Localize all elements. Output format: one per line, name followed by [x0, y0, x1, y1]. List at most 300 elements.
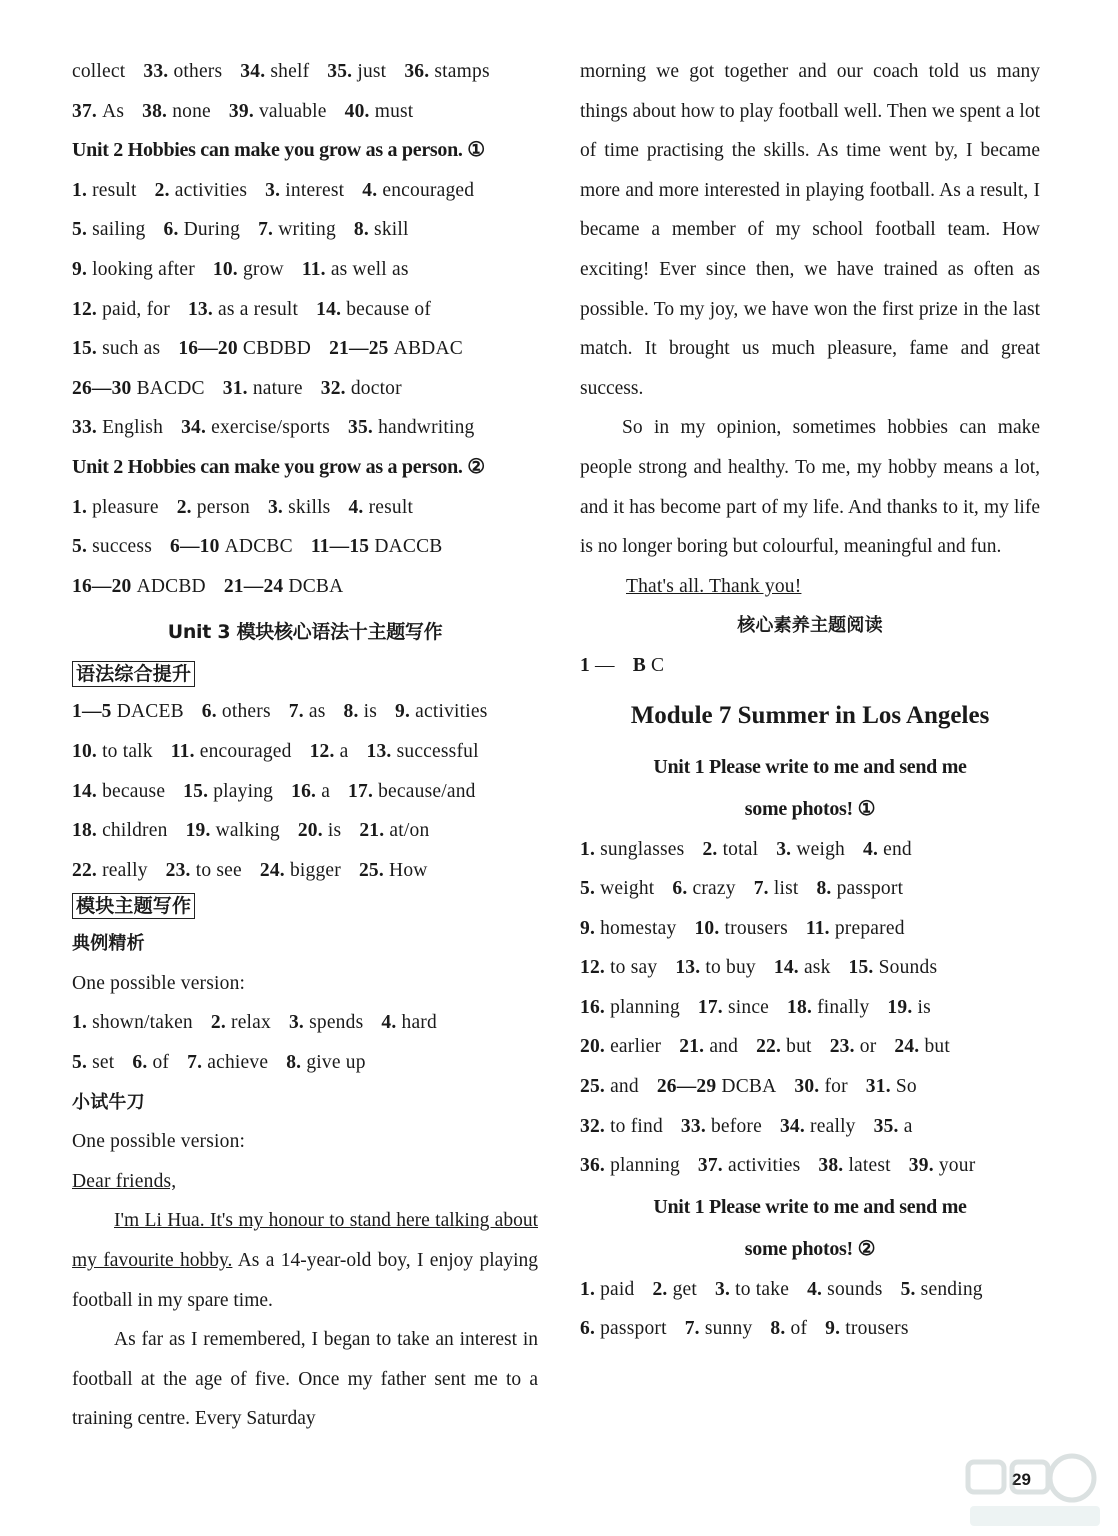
answer-text: ABDAC	[393, 338, 463, 360]
boxed-label: 模块主题写作	[72, 893, 195, 919]
answer-number: 11.	[170, 740, 200, 762]
answer-number: 6.	[163, 219, 184, 241]
answer-item	[72, 417, 163, 438]
unit-heading: Unit 1 Please write to me and send me	[653, 1195, 967, 1218]
answer-item	[72, 701, 184, 722]
answer-item	[72, 576, 206, 597]
answer-number: 12.	[580, 957, 611, 979]
answer-number: 30.	[794, 1076, 825, 1098]
answer-line	[72, 488, 538, 528]
answer-number: 16—20	[72, 575, 137, 597]
answer-text: of	[790, 1318, 808, 1340]
answer-text: to say	[610, 957, 658, 979]
answer-text: trousers	[845, 1318, 909, 1340]
essay-paragraph: As far as I remembered, I began to take an interest in football at the age of five. Once my father sent me to a training centre. Every Saturday	[72, 1329, 538, 1430]
unit-heading: some photos! ①	[744, 797, 876, 820]
answer-text: BACDC	[136, 377, 205, 399]
answer-number: 36.	[404, 61, 435, 82]
answer-item	[825, 1318, 908, 1339]
answer-text: as a result	[218, 298, 299, 320]
answer-text: to take	[735, 1278, 790, 1300]
answer-text: bigger	[289, 859, 341, 881]
answer-text: CBDBD	[242, 338, 312, 360]
answer-item	[223, 378, 303, 399]
answer-number: 33.	[143, 61, 174, 82]
answer-item	[202, 701, 271, 722]
answer-text: a	[339, 740, 349, 762]
answer-text: valuable	[258, 100, 327, 122]
answer-item	[286, 1052, 365, 1073]
answer-number: 23.	[165, 859, 196, 881]
answer-text: is	[363, 701, 378, 723]
answer-item	[72, 1052, 114, 1073]
answer-text: prepared	[834, 917, 905, 939]
answer-item	[580, 1036, 661, 1057]
answer-line	[72, 527, 538, 567]
answer-item	[229, 101, 327, 122]
answer-item	[348, 417, 475, 438]
answer-line	[580, 1107, 1040, 1147]
answer-item	[367, 741, 479, 762]
answer-item	[580, 839, 684, 860]
answer-number: 2.	[702, 838, 723, 860]
section-label	[72, 658, 538, 692]
answer-item	[224, 576, 344, 597]
answer-item	[72, 219, 146, 240]
underlined-opening: I'm Li Hua. It's my honour to stand here talking about my favourite hobby.	[72, 1210, 538, 1272]
answer-text: English	[102, 417, 164, 439]
answer-number: 3.	[715, 1278, 736, 1300]
answer-text: person	[196, 496, 250, 518]
answer-item	[155, 180, 248, 201]
answer-item	[770, 1318, 807, 1339]
answer-number: 1.	[72, 179, 93, 201]
answer-item	[181, 417, 330, 438]
answer-item	[756, 1036, 812, 1057]
closing-text: That's all. Thank you!	[626, 575, 802, 597]
version-label: One possible version:	[72, 972, 246, 994]
answer-number: 6.	[132, 1052, 153, 1074]
answer-text: because	[102, 780, 166, 802]
answer-number: 2.	[210, 1012, 231, 1034]
answer-line	[72, 171, 538, 211]
section-heading: 核心素养主题阅读	[737, 615, 883, 637]
answer-number: 12.	[309, 740, 340, 762]
answer-item	[580, 918, 676, 939]
answer-item	[866, 1076, 917, 1097]
unit-heading: Unit 2 Hobbies can make you grow as a person. ②	[72, 455, 485, 478]
answer-number: 21.	[679, 1036, 710, 1058]
answer-item	[849, 957, 938, 978]
answer-line	[580, 1067, 1040, 1107]
answer-number: 3.	[288, 1012, 310, 1034]
answer-text: skill	[374, 219, 409, 241]
answer-block	[72, 1003, 538, 1082]
answer-item	[72, 61, 125, 82]
answer-number: 20.	[297, 820, 328, 842]
answer-text: exercise/sports	[211, 417, 331, 439]
unit-heading: Unit 3 模块核心语法十主题写作	[167, 621, 443, 644]
answer-text: give up	[306, 1052, 366, 1074]
answer-item	[302, 259, 409, 280]
answer-item	[580, 997, 680, 1018]
answer-line	[72, 408, 538, 448]
answer-item	[316, 299, 431, 320]
answer-number: 5.	[72, 219, 93, 241]
answer-item	[776, 839, 845, 860]
answer-item	[188, 299, 298, 320]
answer-text: ADCBD	[136, 575, 206, 597]
answer-item	[289, 701, 326, 722]
answer-number: 39.	[228, 100, 259, 122]
answer-item	[321, 378, 402, 399]
version-label: One possible version:	[72, 1131, 246, 1153]
answer-item	[170, 536, 293, 557]
answer-text: walking	[215, 820, 280, 842]
answer-number: 1	[580, 654, 596, 676]
answer-number: 6.	[672, 878, 693, 900]
answer-text: sending	[920, 1278, 983, 1300]
answer-number: 1.	[580, 838, 601, 860]
answer-text: set	[92, 1052, 115, 1074]
answer-number: 14.	[316, 298, 347, 320]
answer-item	[698, 997, 769, 1018]
answer-item	[685, 1318, 753, 1339]
answer-text: children	[102, 820, 168, 842]
answer-text: paid	[600, 1278, 635, 1300]
answer-number: 33.	[72, 417, 103, 439]
answer-number: 9.	[395, 701, 416, 723]
answer-number: 6—10	[170, 536, 225, 558]
answer-number: 11.	[805, 917, 835, 939]
answer-number: 15.	[848, 957, 879, 979]
answer-item	[359, 860, 428, 881]
answer-item	[681, 1116, 762, 1137]
answer-item	[652, 1279, 697, 1300]
answer-text: as	[308, 701, 326, 723]
answer-number: 8.	[343, 701, 364, 723]
answer-number: 8.	[353, 219, 375, 241]
answer-text: sunglasses	[600, 838, 685, 860]
answer-text: is	[917, 996, 931, 1018]
answer-text: none	[172, 100, 211, 122]
answer-text: really	[810, 1115, 856, 1137]
watermark-logo	[960, 1448, 1110, 1532]
answer-item	[213, 259, 284, 280]
answer-number: 4.	[362, 179, 383, 201]
answer-block	[72, 692, 538, 890]
answer-text: or	[859, 1036, 877, 1058]
answer-text: ask	[803, 957, 831, 979]
answer-line	[72, 811, 538, 851]
answer-text: How	[389, 859, 428, 881]
answer-text: shown/taken	[92, 1012, 193, 1034]
answer-line	[72, 692, 538, 732]
answer-block	[72, 171, 538, 448]
answer-text: but	[786, 1036, 812, 1058]
answer-number: 8.	[816, 878, 837, 900]
answer-number: 13.	[366, 740, 397, 762]
answer-number: 15.	[183, 780, 214, 802]
answer-number: 17.	[697, 996, 728, 1018]
answer-text: encouraged	[199, 740, 292, 762]
answer-text: encouraged	[382, 179, 475, 201]
answer-number: 34.	[181, 417, 212, 439]
answer-item	[143, 61, 222, 82]
answer-number: 4.	[863, 838, 884, 860]
page-number: 29	[1012, 1470, 1031, 1489]
answer-item	[187, 1052, 268, 1073]
answer-item	[72, 180, 137, 201]
answer-text: really	[102, 859, 148, 881]
answer-item	[672, 878, 735, 899]
answer-line	[580, 869, 1040, 909]
answer-item	[702, 839, 758, 860]
answer-number: 4.	[348, 496, 369, 518]
answer-block	[580, 646, 1040, 686]
answer-number: 14.	[773, 957, 804, 979]
answer-number: 37.	[697, 1155, 728, 1177]
answer-number: 4.	[807, 1278, 828, 1300]
answer-number: 25.	[358, 859, 390, 881]
answer-number: 5.	[72, 536, 93, 558]
answer-item	[72, 338, 160, 359]
answer-text: planning	[610, 1155, 680, 1177]
answer-item	[806, 918, 905, 939]
answer-text: ADCBC	[224, 536, 293, 558]
answer-text: DACEB	[116, 701, 184, 723]
answer-number: 31.	[222, 377, 253, 399]
answer-number: 22.	[756, 1036, 787, 1058]
answer-number: 3.	[265, 179, 286, 201]
answer-text: weigh	[796, 838, 845, 860]
answer-item	[164, 219, 241, 240]
answer-line	[580, 988, 1040, 1028]
answer-text: writing	[278, 219, 336, 241]
answer-number: 38.	[818, 1155, 849, 1177]
answer-text: nature	[252, 377, 303, 399]
unit-heading: Unit 1 Please write to me and send me	[653, 755, 967, 778]
answer-number: 1.	[580, 1278, 601, 1300]
answer-item	[72, 299, 170, 320]
answer-number: 8.	[770, 1318, 791, 1340]
answer-item	[348, 781, 476, 802]
answer-number: 26—29	[656, 1076, 722, 1098]
answer-text: skills	[288, 496, 331, 518]
answer-text: to buy	[705, 957, 756, 979]
answer-number: 31.	[865, 1076, 896, 1098]
answer-text: So	[895, 1076, 917, 1098]
answer-text: crazy	[692, 878, 736, 900]
answer-line	[72, 851, 538, 891]
paragraph-text: As a 14-year-old boy, I enjoy playing football in my spare time.	[72, 1250, 538, 1311]
answer-text: pleasure	[92, 496, 159, 518]
answer-item	[774, 957, 831, 978]
answer-item	[807, 1279, 883, 1300]
answer-number: 7.	[187, 1052, 208, 1074]
answer-item	[178, 338, 311, 359]
answer-line	[580, 830, 1040, 870]
answer-text: because/and	[378, 780, 476, 802]
answer-number: 32.	[580, 1115, 611, 1137]
answer-number: 7.	[288, 701, 309, 723]
answer-number: 18.	[787, 996, 818, 1018]
answer-text: planning	[610, 996, 680, 1018]
answer-text: paid, for	[102, 298, 170, 320]
answer-text: grow	[242, 258, 284, 280]
answer-item	[901, 1279, 983, 1300]
answer-item	[580, 1076, 639, 1097]
answer-line	[580, 646, 1040, 686]
answer-number: 8.	[286, 1052, 307, 1074]
answer-item	[72, 378, 205, 399]
answer-item	[863, 839, 912, 860]
answer-text: —	[595, 654, 615, 676]
answer-text: total	[722, 838, 759, 860]
answer-number: 21.	[359, 820, 390, 842]
right-column	[580, 52, 1040, 1349]
answer-text: activities	[727, 1155, 801, 1177]
answer-number: 3.	[776, 838, 797, 860]
answer-number: 35.	[873, 1115, 904, 1137]
section-label	[72, 890, 538, 924]
subheading: 典例精析	[72, 933, 145, 955]
answer-text: passport	[836, 878, 904, 900]
answer-item	[72, 101, 124, 122]
answer-text: your	[938, 1155, 976, 1177]
unit-heading: Unit 2 Hobbies can make you grow as a person. ①	[72, 139, 485, 162]
answer-line	[580, 1027, 1040, 1067]
answer-number: 12.	[72, 298, 103, 320]
answer-item	[345, 101, 414, 122]
answer-item	[715, 1279, 789, 1300]
answer-item	[580, 655, 615, 676]
answer-text: activities	[174, 179, 248, 201]
answer-number: 6.	[201, 701, 222, 723]
answer-item	[404, 61, 489, 82]
answer-block	[72, 488, 538, 607]
answer-text: just	[357, 61, 387, 82]
answer-text: doctor	[350, 377, 402, 399]
answer-item	[186, 820, 280, 841]
answer-item	[72, 497, 159, 518]
answer-text: a	[903, 1115, 913, 1137]
answer-text: homestay	[600, 917, 677, 939]
answer-text: before	[710, 1115, 762, 1137]
answer-number: 39.	[908, 1155, 939, 1177]
answer-item	[887, 997, 930, 1018]
answer-number: 24.	[894, 1036, 925, 1058]
answer-text: get	[672, 1278, 698, 1300]
answer-text: During	[183, 219, 241, 241]
answer-number: 23.	[829, 1036, 860, 1058]
answer-item	[310, 741, 349, 762]
answer-item	[816, 878, 903, 899]
answer-line	[72, 732, 538, 772]
answer-text: to see	[195, 859, 242, 881]
answer-item	[72, 1012, 193, 1033]
answer-item	[72, 536, 152, 557]
answer-text: DCBA	[288, 575, 344, 597]
essay-paragraph	[72, 1201, 538, 1320]
answer-number: 7.	[684, 1318, 705, 1340]
answer-text: and	[709, 1036, 739, 1058]
answer-text: earlier	[610, 1036, 662, 1058]
answer-item	[166, 860, 242, 881]
answer-block	[580, 830, 1040, 1186]
answer-text: activities	[415, 701, 488, 723]
answer-item	[787, 997, 869, 1018]
answer-number: 35.	[327, 61, 358, 82]
answer-text: for	[824, 1076, 848, 1098]
answer-text: to find	[610, 1115, 663, 1137]
answer-item	[580, 1318, 667, 1339]
answer-text: C	[651, 654, 665, 676]
answer-text: hard	[401, 1012, 437, 1034]
answer-text: interest	[285, 179, 345, 201]
answer-item	[580, 1155, 680, 1176]
answer-item	[874, 1116, 913, 1137]
answer-item	[818, 1155, 890, 1176]
answer-line	[72, 1003, 538, 1043]
answer-text: such as	[102, 338, 161, 360]
answer-item	[344, 701, 378, 722]
answer-text: achieve	[207, 1052, 269, 1074]
answer-text: shelf	[270, 61, 310, 82]
answer-number: 20.	[580, 1036, 611, 1058]
answer-text: a	[321, 780, 331, 802]
answer-text: list	[773, 878, 799, 900]
answer-item	[894, 1036, 950, 1057]
answer-item	[580, 1116, 663, 1137]
unit-heading: some photos! ②	[744, 1237, 876, 1260]
answer-line	[580, 1270, 1040, 1310]
answer-number: 37.	[72, 100, 103, 122]
answer-number: 10.	[72, 740, 103, 762]
answer-number: 5.	[72, 1052, 93, 1074]
answer-text: to talk	[102, 740, 153, 762]
answer-number: 34.	[240, 61, 271, 82]
answer-item	[291, 781, 330, 802]
answer-text: success	[92, 536, 152, 558]
answer-text: latest	[848, 1155, 891, 1177]
answer-item	[679, 1036, 738, 1057]
answer-line	[72, 1043, 538, 1083]
answer-item	[754, 878, 799, 899]
answer-text: relax	[231, 1012, 271, 1034]
answer-item	[72, 820, 168, 841]
answer-text: successful	[396, 740, 479, 762]
answer-number: 6.	[580, 1318, 601, 1340]
answer-text: finally	[817, 996, 870, 1018]
answer-text: spends	[309, 1012, 364, 1034]
answer-item	[830, 1036, 877, 1057]
answer-text: trousers	[724, 917, 788, 939]
answer-text: looking after	[92, 258, 195, 280]
answer-number: 32.	[320, 377, 351, 399]
answer-line	[72, 329, 538, 369]
answer-number: 5.	[900, 1278, 921, 1300]
answer-number: 16.	[291, 780, 322, 802]
answer-text: result	[368, 496, 414, 518]
answer-line	[72, 250, 538, 290]
answer-number: 36.	[580, 1155, 611, 1177]
answer-number: 2.	[176, 496, 197, 518]
answer-item	[780, 1116, 856, 1137]
answer-number: 21—25	[329, 338, 394, 360]
answer-item	[362, 180, 474, 201]
answer-number: 16—20	[178, 338, 243, 360]
